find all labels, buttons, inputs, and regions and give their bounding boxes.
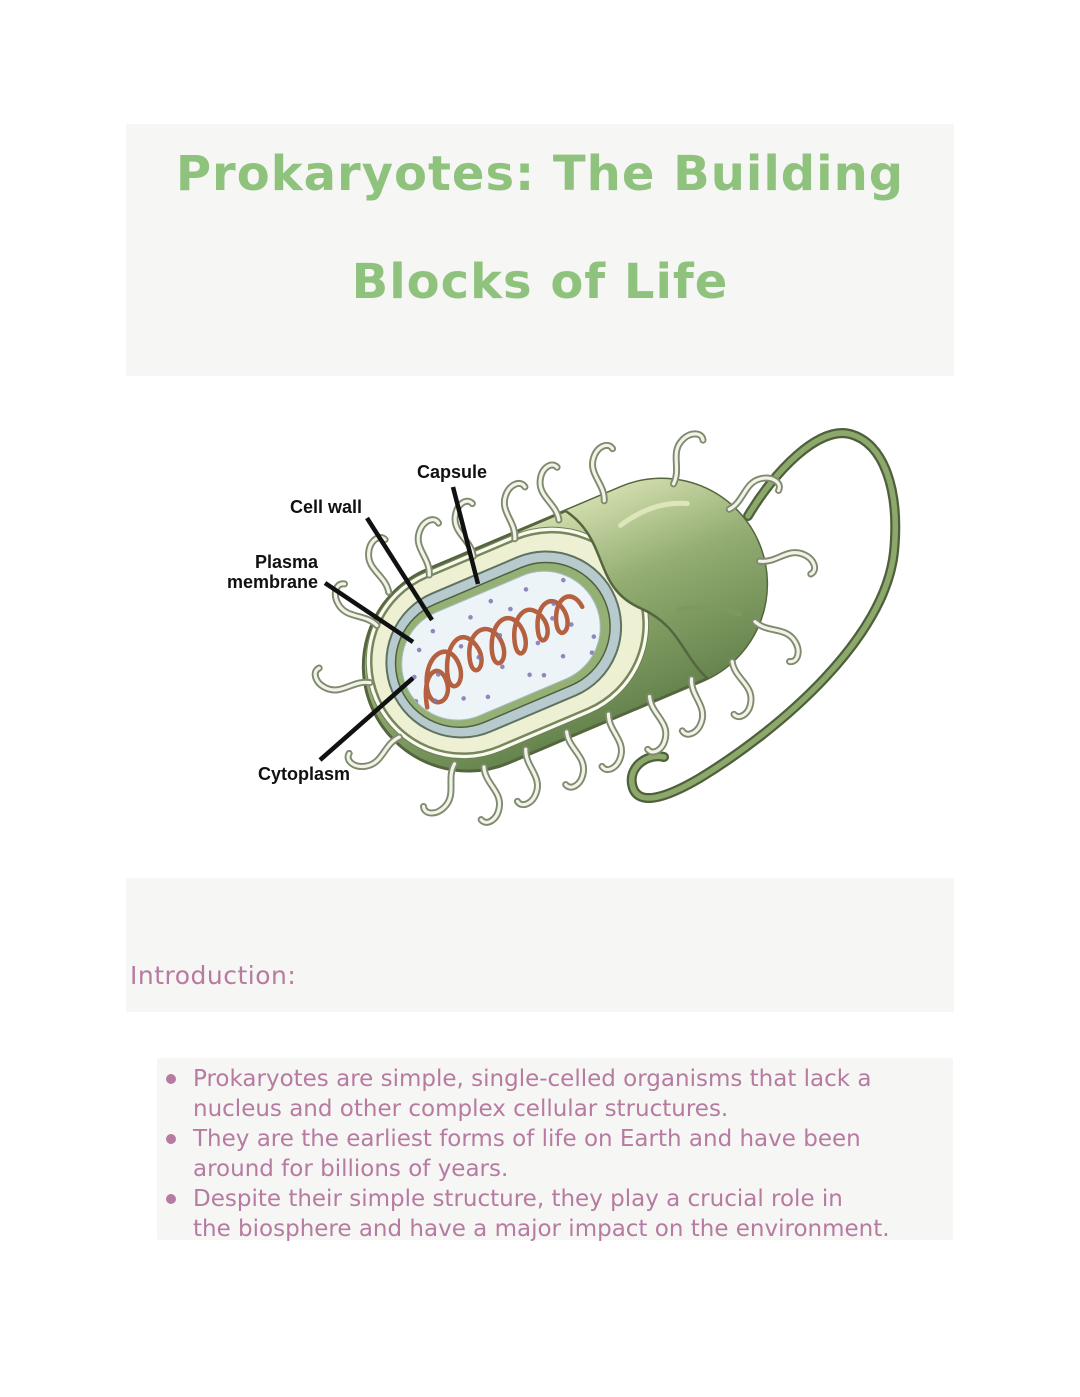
plasma-membrane-label-line2: membrane (226, 572, 318, 592)
bullet-dot (166, 1194, 176, 1204)
cell-body (271, 383, 860, 865)
bullet-text (193, 1184, 890, 1244)
list-item (163, 1064, 953, 1124)
figure-block (126, 376, 954, 878)
bullet-line: the biosphere and have a major impact on the environment. (193, 1216, 890, 1242)
page-title-line2: Blocks of Life (351, 254, 729, 310)
cell-wall-label: Cell wall (290, 497, 363, 517)
title-block (126, 124, 954, 376)
list-item (163, 1184, 953, 1244)
introduction-heading: Introduction: (130, 961, 297, 990)
bullet-line: Despite their simple structure, they play a crucial role in (193, 1186, 843, 1212)
bullet-dot (166, 1074, 176, 1084)
page-title-line1: Prokaryotes: The Building (175, 146, 905, 202)
bullet-text (193, 1064, 872, 1124)
plasma-membrane-label-line1: Plasma (254, 552, 318, 572)
bullet-text (193, 1124, 861, 1184)
bullet-line: around for billions of years. (193, 1156, 509, 1182)
bullet-line: Prokaryotes are simple, single-celled organisms that lack a (193, 1066, 872, 1092)
bullet-list (157, 1058, 953, 1244)
introduction-block (126, 878, 954, 1012)
bullet-line: They are the earliest forms of life on Earth and have been (193, 1126, 861, 1152)
prokaryote-cell-diagram (126, 376, 954, 878)
list-item (163, 1124, 953, 1184)
bullet-dot (166, 1134, 176, 1144)
bullets-block (157, 1058, 953, 1240)
cytoplasm-label: Cytoplasm (258, 764, 351, 784)
capsule-label: Capsule (417, 462, 488, 482)
bullet-line: nucleus and other complex cellular structures. (193, 1096, 729, 1122)
